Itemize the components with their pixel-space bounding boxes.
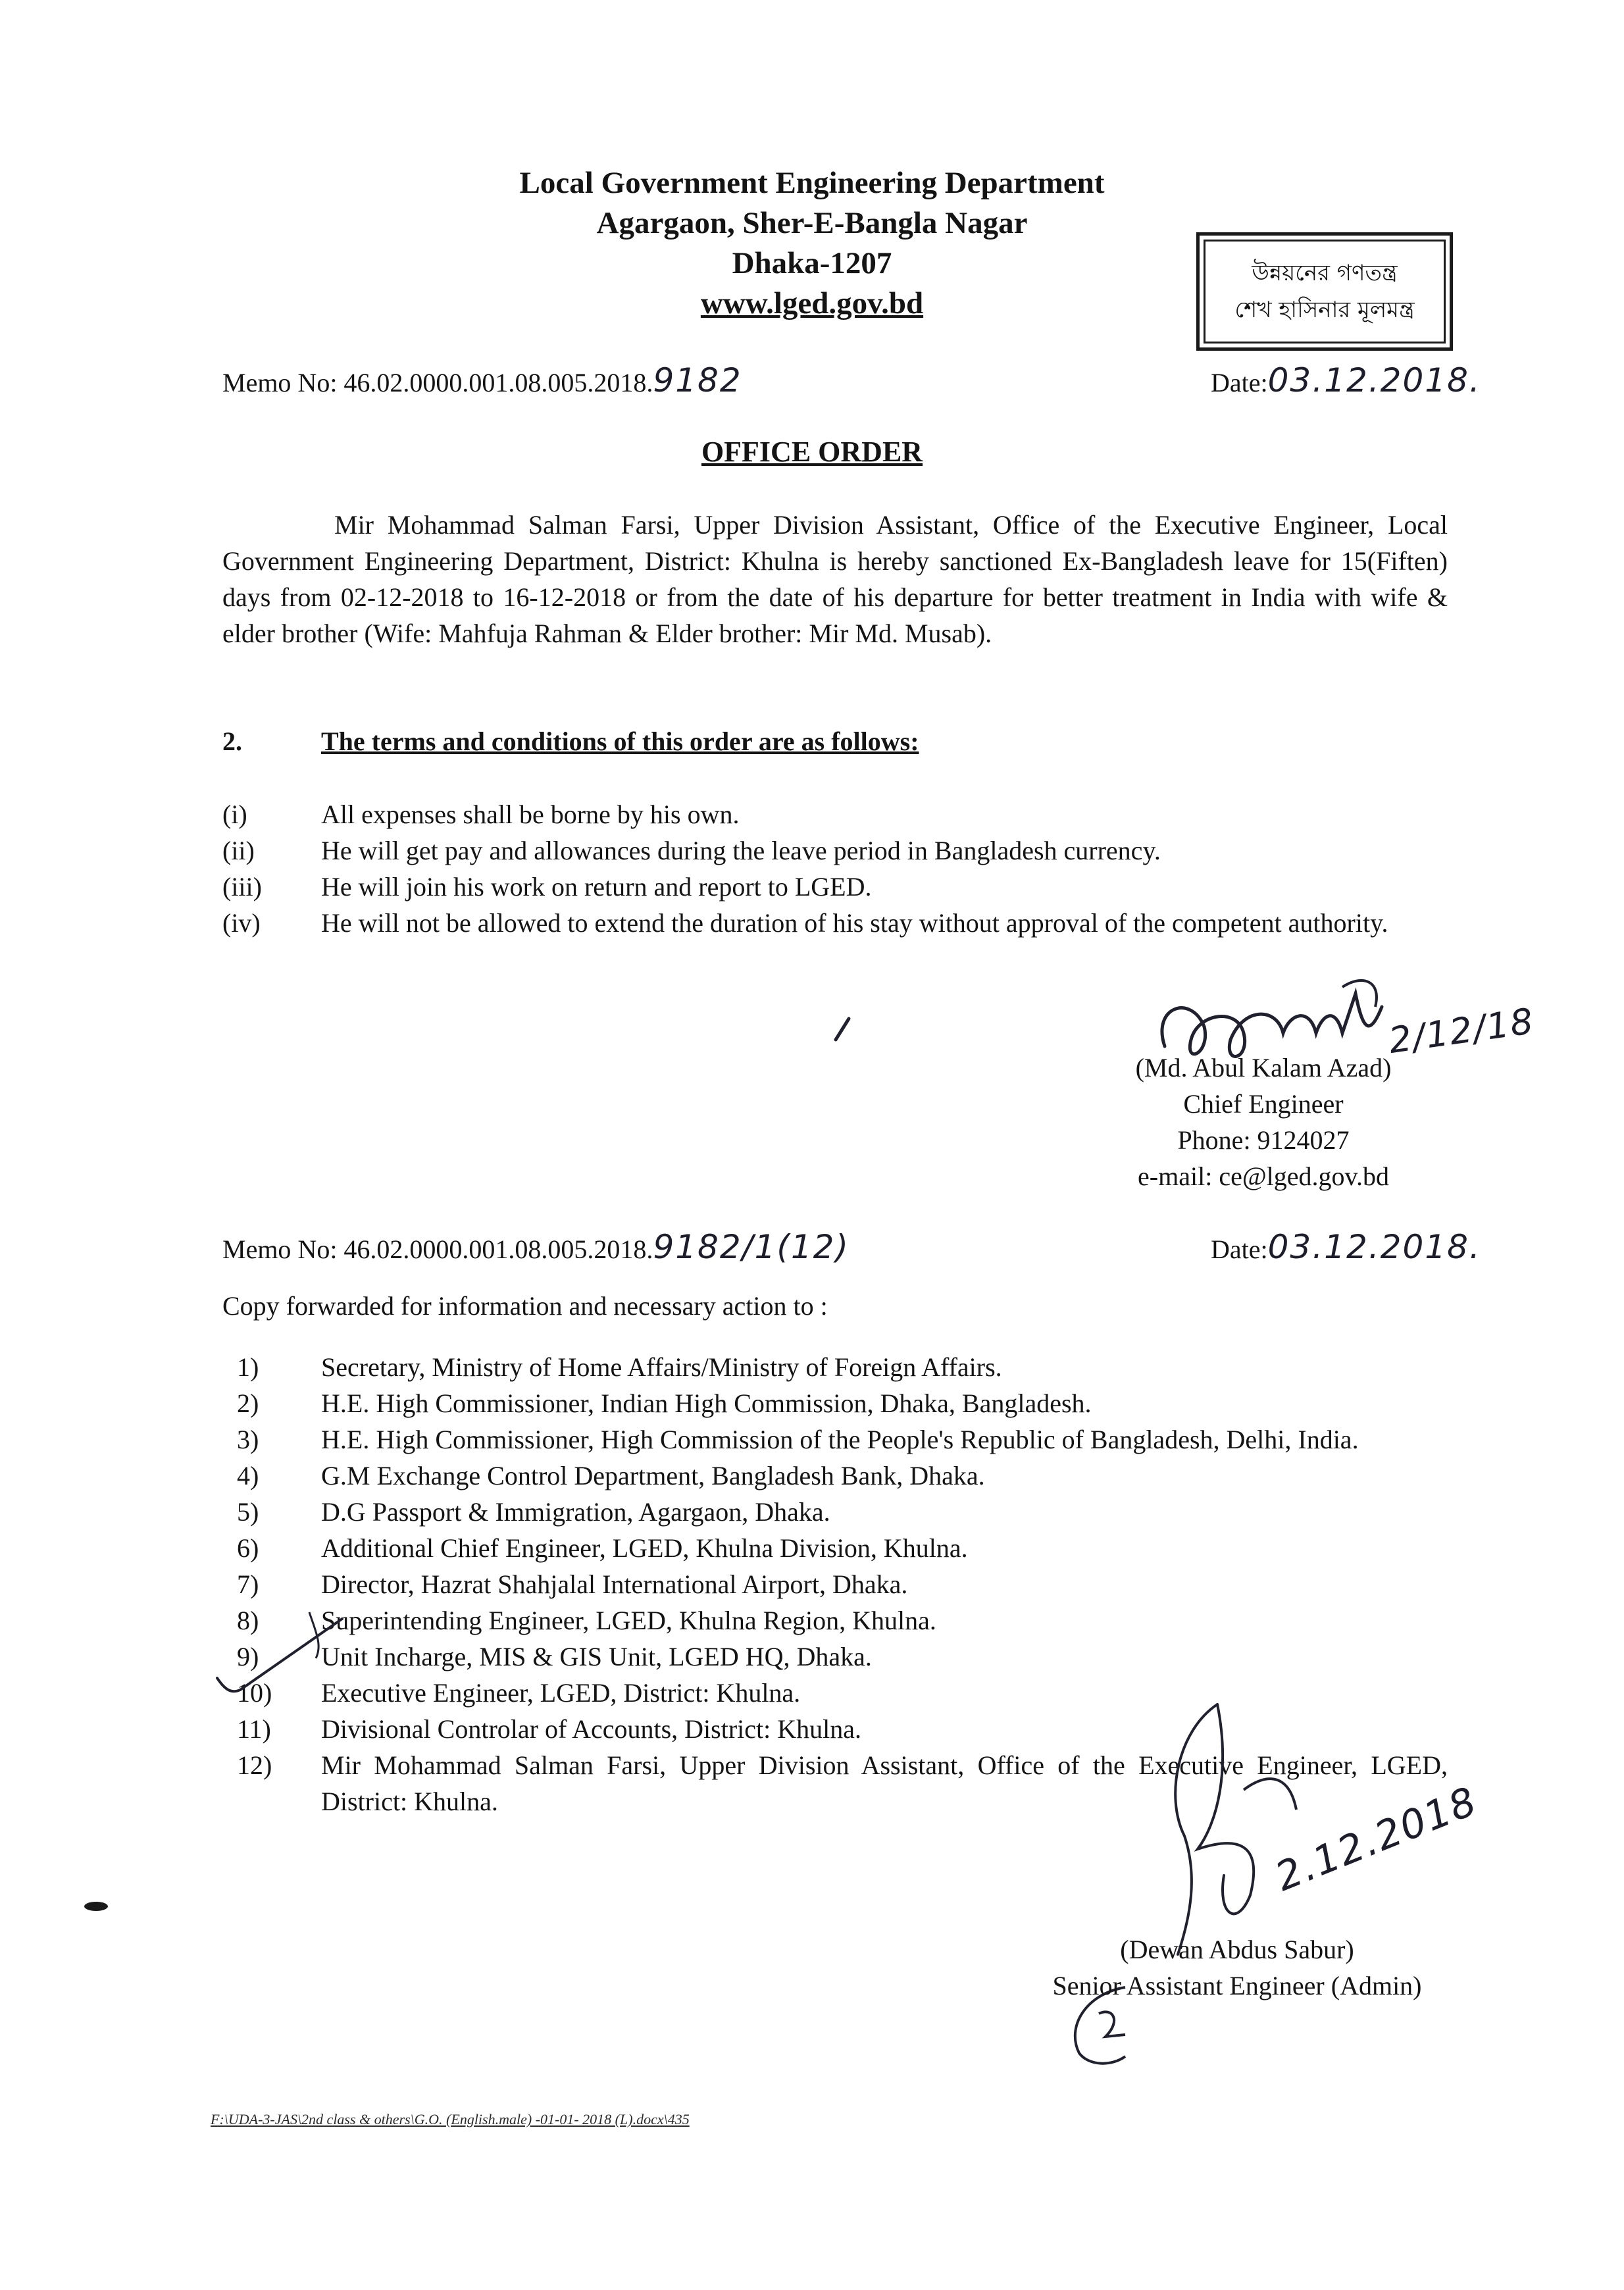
list-item xyxy=(222,1494,1448,1530)
copy-forward-intro: Copy forwarded for information and necessary action to : xyxy=(222,1291,828,1321)
list-item-text: Director, Hazrat Shahjalal International Airport, Dhaka. xyxy=(321,1569,908,1599)
list-item-text: Additional Chief Engineer, LGED, Khulna Division, Khulna. xyxy=(321,1533,968,1563)
term-text: He will not be allowed to extend the duration of his stay without approval of the competent authority. xyxy=(321,908,1388,938)
list-item xyxy=(222,1458,1448,1494)
list-item-text: G.M Exchange Control Department, Bangladesh Bank, Dhaka. xyxy=(321,1461,985,1490)
slogan-line-1: উন্নয়নের গণতন্ত্র xyxy=(1252,260,1398,286)
list-item-text: Executive Engineer, LGED, District: Khulna. xyxy=(321,1678,801,1708)
list-item-number: 8) xyxy=(237,1606,259,1635)
list-item-text: H.E. High Commissioner, Indian High Commission, Dhaka, Bangladesh. xyxy=(321,1388,1092,1418)
term-number: (iii) xyxy=(222,872,262,902)
list-item xyxy=(222,1349,1448,1385)
memo-number-label: Memo No: 46.02.0000.001.08.005.2018. xyxy=(222,368,653,397)
list-item-text: Mir Mohammad Salman Farsi, Upper Division Assistant, Office of the Executive Engineer, LGED, District: Khulna. xyxy=(321,1750,1448,1816)
term-number: (i) xyxy=(222,800,247,829)
department-address: Agargaon, Sher-E-Bangla Nagar xyxy=(596,206,1028,240)
office-order-title: OFFICE ORDER xyxy=(701,436,923,468)
chief-engineer-signature-date: 2/12/18 xyxy=(1386,1000,1537,1062)
list-item-number: 9) xyxy=(237,1642,259,1671)
signatory-2-name: (Dewan Abdus Sabur) xyxy=(1120,1935,1354,1964)
slogan-inner-frame xyxy=(1204,240,1446,344)
term-number: (ii) xyxy=(222,836,255,865)
ink-smudge xyxy=(84,1902,108,1911)
slogan-box xyxy=(1196,232,1453,351)
term-text: All expenses shall be borne by his own. xyxy=(321,800,740,829)
list-item xyxy=(222,1530,1448,1566)
term-item xyxy=(222,796,1448,832)
order-body-paragraph: Mir Mohammad Salman Farsi, Upper Division Assistant, Office of the Executive Engineer, Local Government Engineering Department, District: Khulna is hereby sanctioned Ex-Bangladesh leave for 15(Fiften) days from 02-12-2018 to 16-12-2018 or from the date of his departure for better treatment in India with wife & elder brother (Wife: Mahfuja Rahman & Elder brother: Mir Md. Musab). xyxy=(222,510,1448,648)
signatory-2-block xyxy=(987,1931,1487,2004)
list-item-number: 5) xyxy=(237,1497,259,1527)
department-title: Local Government Engineering Department xyxy=(519,166,1105,200)
memo-2-number-line xyxy=(222,1228,850,1266)
senior-engineer-signature-date: 2.12.2018 xyxy=(1269,1777,1484,1901)
signatory-2-designation: Senior Assistant Engineer (Admin) xyxy=(1052,1971,1422,2000)
signatory-1-block xyxy=(1092,1050,1434,1194)
term-item xyxy=(222,832,1448,869)
signatory-1-phone: Phone: 9124027 xyxy=(1177,1125,1350,1155)
list-item xyxy=(222,1566,1448,1602)
term-text: He will join his work on return and report to LGED. xyxy=(321,872,872,902)
department-city: Dhaka-1207 xyxy=(732,246,892,280)
list-item-number: 12) xyxy=(237,1750,272,1780)
term-item xyxy=(222,905,1448,941)
terms-list xyxy=(222,796,1448,941)
memo-number-line xyxy=(222,361,742,399)
list-item xyxy=(222,1421,1448,1458)
signatory-1-designation: Chief Engineer xyxy=(1183,1089,1344,1119)
memo-2-number-label: Memo No: 46.02.0000.001.08.005.2018. xyxy=(222,1234,653,1264)
signatory-1-email: e-mail: ce@lged.gov.bd xyxy=(1138,1161,1389,1191)
list-item-text: Divisional Controlar of Accounts, District: Khulna. xyxy=(321,1714,861,1744)
list-item-number: 7) xyxy=(237,1569,259,1599)
section-2-number: 2. xyxy=(222,726,242,756)
list-item-text: H.E. High Commissioner, High Commission of the People's Republic of Bangladesh, Delhi, India. xyxy=(321,1425,1359,1454)
list-item-text: Superintending Engineer, LGED, Khulna Region, Khulna. xyxy=(321,1606,936,1635)
checkmark-annotation xyxy=(211,1606,382,1704)
list-item xyxy=(222,1385,1448,1421)
memo-2-date-label: Date: xyxy=(1211,1234,1268,1264)
list-item xyxy=(222,1639,1448,1675)
slogan-line-2: শেখ হাসিনার মূলমন্ত্র xyxy=(1234,297,1415,323)
list-item-number: 1) xyxy=(237,1352,259,1382)
memo-date-label: Date: xyxy=(1211,368,1268,397)
list-item-text: D.G Passport & Immigration, Agargaon, Dhaka. xyxy=(321,1497,830,1527)
memo-handwritten-date: 03.12.2018. xyxy=(1267,361,1481,399)
list-item-number: 6) xyxy=(237,1533,259,1563)
list-item-text: Secretary, Ministry of Home Affairs/Ministry of Foreign Affairs. xyxy=(321,1352,1002,1382)
term-text: He will get pay and allowances during the leave period in Bangladesh currency. xyxy=(321,836,1161,865)
list-item-number: 11) xyxy=(237,1714,271,1744)
department-website: www.lged.gov.bd xyxy=(700,286,924,320)
memo-date-line xyxy=(1211,361,1481,399)
list-item-number: 2) xyxy=(237,1388,259,1418)
list-item-number: 10) xyxy=(237,1678,272,1708)
memo-2-handwritten-date: 03.12.2018. xyxy=(1267,1228,1481,1266)
stray-pen-mark xyxy=(829,1013,855,1046)
memo-2-handwritten-number: 9182/1(12) xyxy=(653,1228,850,1266)
term-item xyxy=(222,869,1448,905)
document-file-path: F:\UDA-3-JAS\2nd class & others\G.O. (English.male) -01-01- 2018 (L).docx\435 xyxy=(211,2111,690,2127)
list-item-number: 3) xyxy=(237,1425,259,1454)
list-item-number: 4) xyxy=(237,1461,259,1490)
term-number: (iv) xyxy=(222,908,261,938)
memo-2-date-line xyxy=(1211,1228,1481,1266)
section-2-heading: The terms and conditions of this order are as follows: xyxy=(321,726,919,756)
list-item xyxy=(222,1602,1448,1639)
list-item-text: Unit Incharge, MIS & GIS Unit, LGED HQ, Dhaka. xyxy=(321,1642,872,1671)
signatory-1-name: (Md. Abul Kalam Azad) xyxy=(1135,1053,1392,1082)
memo-handwritten-number: 9182 xyxy=(653,361,742,399)
